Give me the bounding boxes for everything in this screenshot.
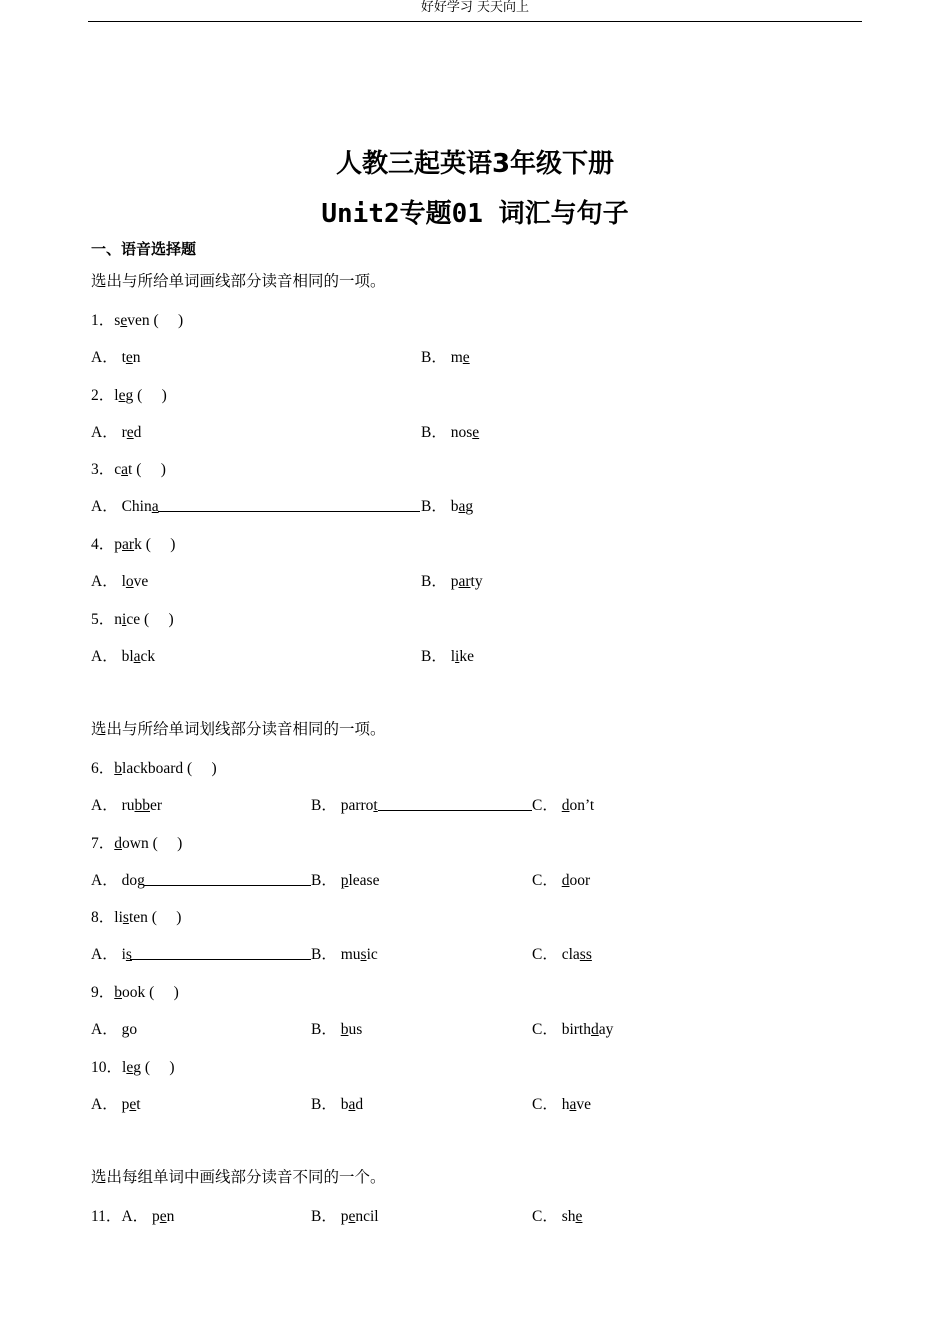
word-part: Chin <box>121 498 152 515</box>
question-4-option-a <box>91 569 148 591</box>
word-part: ke <box>459 648 474 665</box>
word-part: er <box>150 797 163 814</box>
fill-line <box>378 796 532 811</box>
question-2-option-b <box>421 420 479 442</box>
word-part: li <box>114 909 123 926</box>
word-part: lackboard <box>122 760 184 777</box>
option-word <box>341 1096 363 1113</box>
option-letter: A． <box>91 1096 122 1113</box>
option-word <box>122 573 149 590</box>
underlined-part: d <box>114 835 123 852</box>
underlined-part: e <box>575 1208 583 1225</box>
option-word <box>122 648 156 665</box>
question-9-option-b <box>311 1017 362 1039</box>
question-2-option-a <box>91 420 141 442</box>
question-10-option-a <box>91 1092 141 1114</box>
word-part: p <box>340 1208 349 1225</box>
answer-blank: ( ) <box>147 909 182 926</box>
option-word <box>451 573 483 590</box>
question-word <box>114 611 140 628</box>
word-part: t <box>128 461 133 478</box>
word-part: ty <box>470 573 483 590</box>
option-word <box>122 498 159 515</box>
underlined-part: e <box>159 1208 167 1225</box>
answer-blank: ( ) <box>145 984 179 1001</box>
option-letter: C． <box>532 1096 562 1113</box>
underlined-part: a <box>458 498 466 515</box>
question-4 <box>91 532 175 554</box>
word-part: m <box>450 349 463 366</box>
option-word <box>562 872 590 889</box>
section-title: 一、语音选择题 <box>91 240 197 258</box>
question-9 <box>91 980 179 1002</box>
option-word <box>451 648 474 665</box>
question-number: 3． <box>91 461 115 478</box>
option-word <box>122 872 145 889</box>
answer-blank: ( ) <box>140 1059 175 1076</box>
answer-blank: ( ) <box>149 312 184 329</box>
question-7-option-b <box>311 868 379 890</box>
question-7 <box>91 831 182 853</box>
question-1 <box>91 308 183 330</box>
option-letter: B． <box>311 1208 341 1225</box>
word-part: b <box>340 1096 349 1113</box>
word-part: lease <box>348 872 380 889</box>
underlined-part: b <box>340 1021 349 1038</box>
fill-line <box>144 871 311 886</box>
word-part: c <box>114 461 122 478</box>
word-part: n <box>114 611 123 628</box>
question-6-option-b <box>311 793 378 815</box>
underlined-part: s <box>125 946 132 963</box>
word-part: p <box>114 536 123 553</box>
option-word <box>451 424 479 441</box>
option-letter: B． <box>421 424 451 441</box>
option-word <box>341 797 378 814</box>
word-part: s <box>114 312 121 329</box>
question-10-option-c <box>532 1092 591 1114</box>
option-word <box>562 946 592 963</box>
instruction-2: 选出与所给单词划线部分读音相同的一项。 <box>91 720 386 738</box>
answer-blank: ( ) <box>133 387 167 404</box>
question-number: 5． <box>91 611 115 628</box>
word-part: p <box>450 573 459 590</box>
instruction-1: 选出与所给单词画线部分读音相同的一项。 <box>91 272 386 290</box>
option-word <box>152 1208 174 1225</box>
underlined-part: ar <box>458 573 471 590</box>
question-1-option-a <box>91 345 141 367</box>
option-word <box>341 946 378 963</box>
underlined-part: i <box>122 611 127 628</box>
option-word <box>562 1096 591 1113</box>
word-part: n <box>166 1208 175 1225</box>
word-part: ic <box>366 946 378 963</box>
underlined-part: a <box>151 498 159 515</box>
question-9-option-c <box>532 1017 613 1039</box>
page-header: 好好学习 天天向上 <box>88 0 862 22</box>
underlined-part: d <box>561 872 570 889</box>
question-word <box>114 984 145 1001</box>
option-letter: C． <box>532 1208 562 1225</box>
option-word <box>122 349 141 366</box>
word-part: ten <box>128 909 148 926</box>
option-letter: B． <box>311 797 341 814</box>
option-word <box>562 1021 614 1038</box>
option-letter: A． <box>91 797 122 814</box>
question-6-option-a <box>91 793 162 815</box>
word-part: o <box>129 1021 138 1038</box>
question-7-option-a <box>91 868 145 890</box>
underlined-part: d <box>591 1021 599 1038</box>
question-8-option-a <box>91 942 132 964</box>
option-word <box>122 424 142 441</box>
question-5 <box>91 607 174 629</box>
question-word <box>122 1059 141 1076</box>
question-11-option-b <box>311 1204 379 1226</box>
question-10 <box>91 1055 175 1077</box>
underlined-part: bb <box>134 797 150 814</box>
question-word <box>114 312 149 329</box>
underlined-part: s <box>360 946 367 963</box>
word-part: l <box>122 1059 127 1076</box>
question-11-option-c <box>532 1204 582 1226</box>
option-letter: A． <box>91 498 122 515</box>
underlined-part: e <box>118 387 126 404</box>
word-part: own <box>122 835 149 852</box>
question-3 <box>91 457 166 479</box>
question-2 <box>91 383 167 405</box>
underlined-part: ss <box>579 946 592 963</box>
underlined-part: e <box>126 1059 134 1076</box>
underlined-part: o <box>125 573 134 590</box>
option-letter: C． <box>532 946 562 963</box>
word-part: l <box>114 387 119 404</box>
question-number: 4． <box>91 536 115 553</box>
option-word <box>341 1021 363 1038</box>
word-part: d <box>133 424 142 441</box>
underlined-part: e <box>472 424 480 441</box>
option-letter: B． <box>311 872 341 889</box>
word-part: p <box>121 1096 130 1113</box>
word-part: h <box>561 1096 570 1113</box>
underlined-part: e <box>129 1096 137 1113</box>
question-6 <box>91 756 217 778</box>
question-8-option-b <box>311 942 378 964</box>
question-number: 2． <box>91 387 115 404</box>
question-4-option-b <box>421 569 483 591</box>
underlined-part: d <box>561 797 570 814</box>
question-3-option-b <box>421 494 473 516</box>
word-part: k <box>134 536 142 553</box>
word-part: bl <box>121 648 134 665</box>
document-title: 人教三起英语3年级下册 <box>335 149 615 179</box>
option-letter: A． <box>91 424 122 441</box>
question-5-option-a <box>91 644 155 666</box>
word-part: ven <box>127 312 150 329</box>
underlined-part: b <box>114 984 123 1001</box>
word-part: birth <box>561 1021 591 1038</box>
question-10-option-b <box>311 1092 363 1114</box>
question-word <box>114 536 142 553</box>
option-letter: B． <box>311 1096 341 1113</box>
word-part: t <box>121 349 126 366</box>
question-word <box>114 909 148 926</box>
underlined-part: e <box>462 349 470 366</box>
option-letter: A． <box>91 648 122 665</box>
underlined-part: a <box>121 461 129 478</box>
fill-line <box>158 497 420 512</box>
option-word <box>451 349 470 366</box>
option-letter: B． <box>421 648 451 665</box>
option-word <box>341 872 380 889</box>
answer-blank: ( ) <box>132 461 166 478</box>
underlined-part: a <box>348 1096 356 1113</box>
question-11-option-a <box>91 1204 174 1226</box>
question-word <box>114 461 132 478</box>
question-5-option-b <box>421 644 474 666</box>
question-word <box>114 835 148 852</box>
underlined-part: s <box>122 909 129 926</box>
option-letter: B． <box>311 946 341 963</box>
question-number: 7． <box>91 835 115 852</box>
question-number: 1． <box>91 312 115 329</box>
underlined-part: e <box>120 312 128 329</box>
option-letter: A． <box>121 1208 153 1225</box>
word-part: nos <box>450 424 473 441</box>
underlined-part: i <box>455 648 460 665</box>
option-word <box>451 498 473 515</box>
question-word <box>114 387 133 404</box>
question-1-option-b <box>421 345 470 367</box>
question-word <box>114 760 183 777</box>
option-letter: B． <box>421 573 451 590</box>
question-number: 6． <box>91 760 115 777</box>
word-part: b <box>450 498 459 515</box>
fill-line <box>130 945 311 960</box>
word-part: on’t <box>569 797 595 814</box>
word-part: us <box>348 1021 363 1038</box>
word-part: ce <box>126 611 141 628</box>
option-word <box>562 797 594 814</box>
word-part: l <box>121 573 126 590</box>
word-part: n <box>132 349 141 366</box>
word-part: g <box>465 498 474 515</box>
word-part: sh <box>561 1208 576 1225</box>
option-letter: C． <box>532 1021 562 1038</box>
question-number: 9． <box>91 984 115 1001</box>
option-letter: A． <box>91 946 122 963</box>
question-9-option-a <box>91 1017 137 1039</box>
option-letter: A． <box>91 349 122 366</box>
word-part: cla <box>561 946 580 963</box>
option-word <box>562 1208 583 1225</box>
underlined-part: b <box>114 760 123 777</box>
word-part: ncil <box>355 1208 379 1225</box>
word-part: d <box>355 1096 364 1113</box>
underlined-part: g <box>121 1021 130 1038</box>
word-part: ru <box>121 797 135 814</box>
question-7-option-c <box>532 868 590 890</box>
document-subtitle: Unit2专题01 词汇与句子 <box>321 199 629 229</box>
word-part: g <box>133 1059 141 1076</box>
underlined-part: e <box>348 1208 356 1225</box>
question-number: 10． <box>91 1059 123 1076</box>
word-part: r <box>121 424 127 441</box>
question-number: 11． <box>91 1208 122 1225</box>
underlined-part: p <box>340 872 349 889</box>
word-part: oor <box>569 872 591 889</box>
word-part: i <box>121 946 126 963</box>
option-letter: C． <box>532 872 562 889</box>
option-word <box>122 797 162 814</box>
question-6-option-c <box>532 793 594 815</box>
answer-blank: ( ) <box>148 835 183 852</box>
option-letter: B． <box>421 498 451 515</box>
question-8-option-c <box>532 942 592 964</box>
instruction-3: 选出每组单词中画线部分读音不同的一个。 <box>91 1168 386 1186</box>
answer-blank: ( ) <box>140 611 174 628</box>
option-word <box>122 1021 138 1038</box>
word-part: do <box>121 872 138 889</box>
underlined-part: e <box>125 349 133 366</box>
question-3-option-a <box>91 494 159 516</box>
answer-blank: ( ) <box>141 536 176 553</box>
option-letter: A． <box>91 1021 122 1038</box>
question-number: 8． <box>91 909 115 926</box>
option-letter: B． <box>421 349 451 366</box>
word-part: mu <box>340 946 361 963</box>
word-part: t <box>136 1096 141 1113</box>
word-part: ook <box>122 984 146 1001</box>
option-letter: A． <box>91 872 122 889</box>
word-part: ay <box>598 1021 614 1038</box>
word-part: ve <box>576 1096 591 1113</box>
word-part: p <box>152 1208 160 1225</box>
underlined-part: g <box>137 872 145 889</box>
underlined-part: a <box>569 1096 577 1113</box>
word-part: ve <box>133 573 149 590</box>
word-part: g <box>125 387 134 404</box>
option-letter: C． <box>532 797 562 814</box>
word-part: parro <box>340 797 374 814</box>
option-letter: B． <box>311 1021 341 1038</box>
word-part: l <box>450 648 456 665</box>
underlined-part: e <box>126 424 134 441</box>
underlined-part: a <box>133 648 141 665</box>
underlined-part: t <box>373 797 378 814</box>
option-word <box>122 1096 141 1113</box>
word-part: ck <box>140 648 156 665</box>
option-word <box>341 1208 379 1225</box>
question-8 <box>91 905 181 927</box>
underlined-part: ar <box>122 536 135 553</box>
option-letter: A． <box>91 573 122 590</box>
answer-blank: ( ) <box>183 760 217 777</box>
